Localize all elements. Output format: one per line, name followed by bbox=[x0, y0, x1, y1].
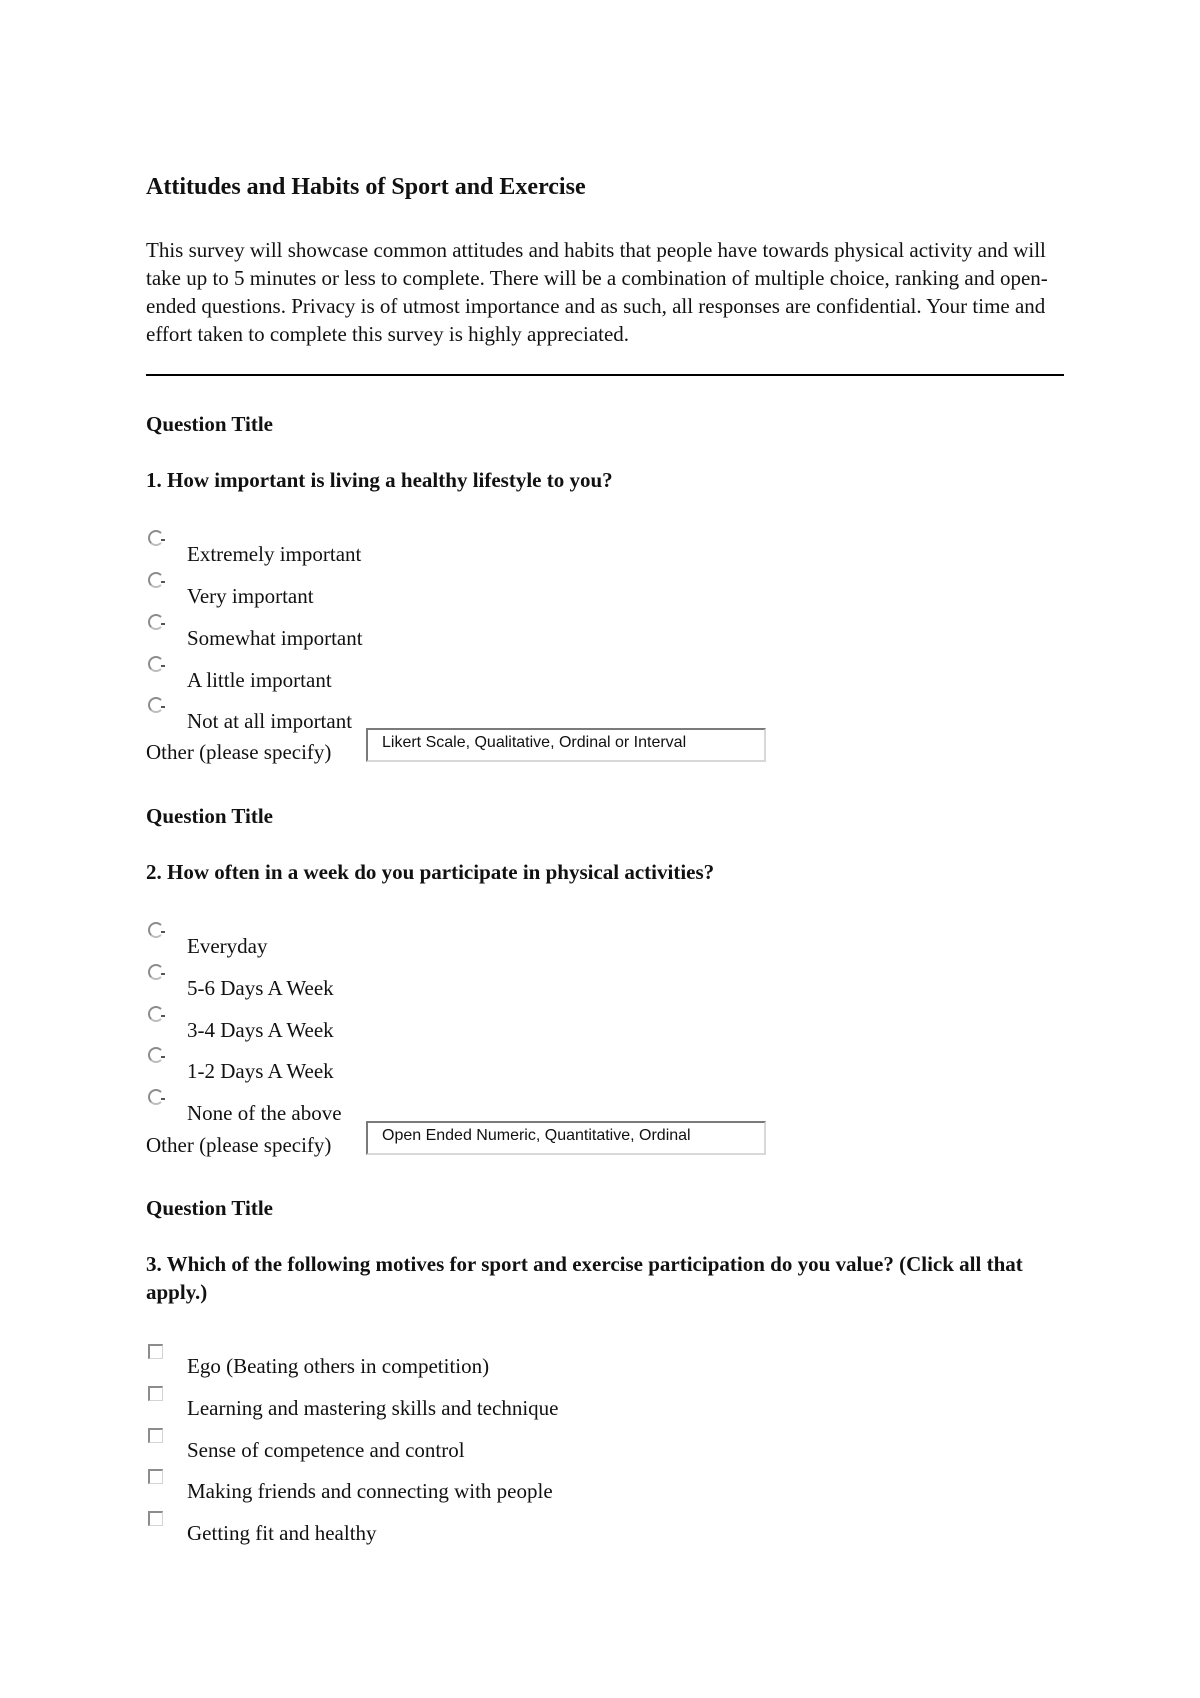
question-2-section-label: Question Title bbox=[146, 804, 273, 828]
radio-button-icon[interactable] bbox=[148, 530, 164, 546]
radio-button-icon[interactable] bbox=[148, 1047, 164, 1063]
option-label: Learning and mastering skills and technique bbox=[187, 1396, 559, 1420]
question-1-text: 1. How important is living a healthy lifestyle to you? bbox=[146, 468, 613, 492]
option-label: Sense of competence and control bbox=[187, 1438, 465, 1462]
option-label: A little important bbox=[187, 668, 332, 692]
radio-button-icon[interactable] bbox=[148, 922, 164, 938]
checkbox-icon[interactable] bbox=[148, 1344, 163, 1359]
radio-button-icon[interactable] bbox=[148, 614, 164, 630]
question-2-option-1-2-days[interactable] bbox=[146, 1047, 846, 1083]
question-3-text: 3. Which of the following motives for sport and exercise participation do you value? (Click all that apply.) bbox=[146, 1252, 1023, 1304]
radio-button-icon[interactable] bbox=[148, 1006, 164, 1022]
question-3-option-competence-control[interactable] bbox=[146, 1426, 846, 1462]
radio-button-icon[interactable] bbox=[148, 1089, 164, 1105]
question-1-other-row bbox=[146, 728, 846, 768]
other-label: Other (please specify) bbox=[146, 740, 332, 764]
radio-button-icon[interactable] bbox=[148, 697, 164, 713]
question-1-option-extremely-important[interactable] bbox=[146, 530, 846, 566]
other-label: Other (please specify) bbox=[146, 1133, 332, 1157]
intro-divider bbox=[146, 374, 1064, 376]
option-label: Everyday bbox=[187, 934, 268, 958]
question-3-option-fit-healthy[interactable] bbox=[146, 1509, 846, 1545]
option-label: Getting fit and healthy bbox=[187, 1521, 377, 1545]
option-label: Not at all important bbox=[187, 709, 353, 733]
question-3-option-learning-mastering[interactable] bbox=[146, 1384, 846, 1420]
question-2-other-row bbox=[146, 1121, 846, 1161]
option-label: Making friends and connecting with people bbox=[187, 1479, 553, 1503]
question-2-option-everyday[interactable] bbox=[146, 922, 846, 958]
question-2-option-none-of-the-above[interactable] bbox=[146, 1089, 846, 1125]
question-1-other-input[interactable]: Likert Scale, Qualitative, Ordinal or Interval bbox=[366, 728, 766, 762]
option-label: Somewhat important bbox=[187, 626, 363, 650]
radio-button-icon[interactable] bbox=[148, 964, 164, 980]
option-label: None of the above bbox=[187, 1101, 342, 1125]
option-label: Ego (Beating others in competition) bbox=[187, 1354, 490, 1378]
survey-title: Attitudes and Habits of Sport and Exercise bbox=[146, 174, 586, 200]
question-1-option-very-important[interactable] bbox=[146, 572, 846, 608]
question-1-option-a-little-important[interactable] bbox=[146, 656, 846, 692]
question-2-option-3-4-days[interactable] bbox=[146, 1006, 846, 1042]
survey-intro: This survey will showcase common attitudes and habits that people have towards physical activity and will take up to 5 minutes or less to complete. There will be a combination of multiple choice, ranking and open-ended questions. Privacy is of utmost importance and as such, all responses are confidential. Your time and effort taken to complete this survey is highly appreciated. bbox=[146, 238, 1048, 346]
question-2-option-5-6-days[interactable] bbox=[146, 964, 846, 1000]
checkbox-icon[interactable] bbox=[148, 1469, 163, 1484]
option-label: Very important bbox=[187, 584, 314, 608]
question-1-option-somewhat-important[interactable] bbox=[146, 614, 846, 650]
radio-button-icon[interactable] bbox=[148, 656, 164, 672]
option-label: 1-2 Days A Week bbox=[187, 1059, 334, 1083]
option-label: 3-4 Days A Week bbox=[187, 1018, 334, 1042]
question-1-section-label: Question Title bbox=[146, 412, 273, 436]
checkbox-icon[interactable] bbox=[148, 1428, 163, 1443]
radio-button-icon[interactable] bbox=[148, 572, 164, 588]
question-3-option-making-friends[interactable] bbox=[146, 1467, 846, 1503]
question-2-other-input[interactable]: Open Ended Numeric, Quantitative, Ordinal bbox=[366, 1121, 766, 1155]
question-3-option-ego[interactable] bbox=[146, 1342, 846, 1378]
question-2-text: 2. How often in a week do you participate in physical activities? bbox=[146, 860, 715, 884]
checkbox-icon[interactable] bbox=[148, 1386, 163, 1401]
option-label: 5-6 Days A Week bbox=[187, 976, 334, 1000]
question-3-section-label: Question Title bbox=[146, 1196, 273, 1220]
checkbox-icon[interactable] bbox=[148, 1511, 163, 1526]
option-label: Extremely important bbox=[187, 542, 362, 566]
